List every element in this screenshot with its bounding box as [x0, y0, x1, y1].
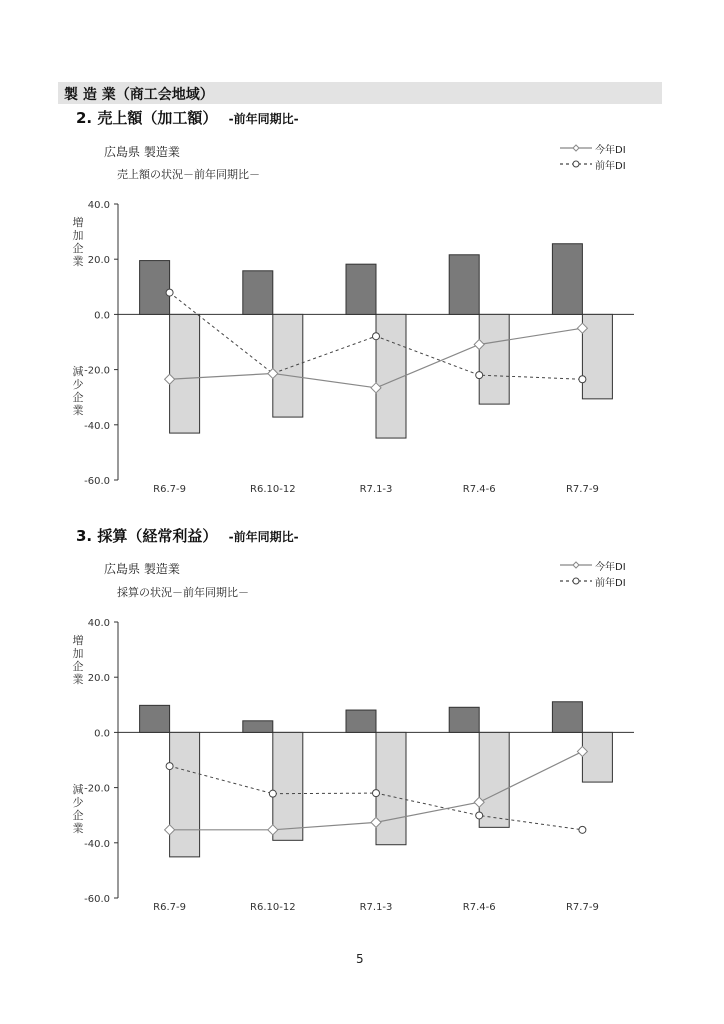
y-tick-label: -20.0 — [84, 783, 110, 795]
chart1-legend — [560, 140, 626, 172]
x-tick-label: R6.10-12 — [250, 484, 296, 495]
chart1-heading-title: 売上額（加工額） — [97, 109, 218, 127]
y-tick-label: 0.0 — [94, 310, 110, 322]
y-tick-label: 0.0 — [94, 728, 110, 740]
chart1-status-label: 売上額の状況－前年同期比－ — [117, 168, 260, 181]
chart1-heading-sub: -前年同期比- — [228, 112, 299, 126]
y-tick-label: 40.0 — [87, 200, 110, 211]
bar-increase — [346, 710, 376, 732]
chart2-heading-title: 採算（経常利益） — [97, 527, 218, 545]
chart2-legend-previous — [560, 573, 626, 589]
y-tick-label: -60.0 — [84, 476, 110, 487]
bar-decrease — [376, 314, 406, 438]
legend-previous-line-icon — [560, 159, 592, 169]
x-tick-label: R7.1-3 — [359, 902, 393, 913]
bar-increase — [140, 705, 170, 732]
point-previous-di — [269, 790, 276, 797]
chart1-heading — [76, 107, 299, 128]
y-label-increase: 加 — [72, 229, 84, 243]
x-tick-label: R7.4-6 — [462, 484, 496, 495]
bar-increase — [552, 244, 582, 315]
y-label-decrease: 企 — [72, 391, 84, 405]
y-tick-label: -60.0 — [84, 894, 110, 905]
legend-previous-line-icon — [560, 576, 592, 586]
y-label-increase: 企 — [72, 242, 84, 256]
y-label-increase: 増 — [72, 634, 84, 648]
y-tick-label: -40.0 — [84, 420, 110, 432]
y-label-increase: 業 — [72, 255, 84, 269]
section-band-title: 製 造 業（商工会地域） — [64, 87, 214, 103]
legend-current-label: 今年DI — [595, 144, 626, 156]
x-tick-label: R6.7-9 — [153, 484, 187, 495]
y-tick-label: 40.0 — [87, 618, 110, 629]
chart2-heading-num: 3. — [76, 527, 93, 545]
page-number: 5 — [356, 952, 364, 966]
y-label-decrease: 少 — [72, 378, 84, 392]
point-previous-di — [373, 790, 380, 797]
x-tick-label: R7.7-9 — [565, 484, 599, 495]
y-tick-label: -40.0 — [84, 838, 110, 850]
point-previous-di — [373, 333, 380, 340]
x-tick-label: R6.7-9 — [153, 902, 187, 913]
chart2-status-label: 採算の状況－前年同期比－ — [117, 586, 249, 599]
legend-previous-label: 前年DI — [595, 160, 626, 172]
y-label-increase: 加 — [72, 647, 84, 661]
bar-decrease — [582, 732, 612, 782]
bar-increase — [346, 264, 376, 314]
x-tick-label: R7.4-6 — [462, 902, 496, 913]
chart2-plot — [0, 608, 724, 918]
chart2-heading-sub: -前年同期比- — [228, 530, 299, 544]
y-label-decrease: 業 — [72, 404, 84, 418]
x-tick-label: R6.10-12 — [250, 902, 296, 913]
legend-current-line-icon — [560, 560, 592, 570]
x-tick-label: R7.1-3 — [359, 484, 393, 495]
y-label-decrease: 少 — [72, 796, 84, 810]
x-tick-label: R7.7-9 — [565, 902, 599, 913]
bar-decrease — [376, 732, 406, 844]
point-previous-di — [166, 289, 173, 296]
point-previous-di — [166, 763, 173, 770]
bar-decrease — [170, 732, 200, 856]
y-label-increase: 業 — [72, 673, 84, 687]
legend-previous-label: 前年DI — [595, 577, 626, 589]
y-label-increase: 増 — [72, 216, 84, 230]
y-label-decrease: 減 — [72, 783, 84, 797]
bar-increase — [243, 721, 273, 733]
section-band — [58, 82, 662, 104]
bar-decrease — [170, 314, 200, 433]
point-previous-di — [579, 376, 586, 383]
legend-current-line-icon — [560, 143, 592, 153]
point-previous-di — [579, 826, 586, 833]
y-tick-label: 20.0 — [87, 673, 110, 685]
y-label-decrease: 減 — [72, 365, 84, 379]
legend-current-label: 今年DI — [595, 561, 626, 573]
y-tick-label: -20.0 — [84, 365, 110, 377]
point-previous-di — [476, 812, 483, 819]
y-label-increase: 企 — [72, 660, 84, 674]
chart1-legend-previous — [560, 156, 626, 172]
bar-increase — [552, 702, 582, 733]
chart2-heading — [76, 525, 299, 546]
bar-increase — [449, 255, 479, 315]
chart2-legend-current — [560, 557, 626, 573]
bar-decrease — [479, 314, 509, 404]
bar-increase — [449, 707, 479, 732]
chart2-region: 広島県 製造業 — [104, 562, 180, 576]
bar-increase — [243, 271, 273, 315]
bar-decrease — [273, 314, 303, 417]
bar-increase — [140, 261, 170, 315]
bar-decrease — [273, 732, 303, 840]
y-tick-label: 20.0 — [87, 255, 110, 267]
chart1-heading-num: 2. — [76, 109, 93, 127]
y-label-decrease: 業 — [72, 822, 84, 836]
chart1-region: 広島県 製造業 — [104, 145, 180, 159]
y-label-decrease: 企 — [72, 809, 84, 823]
chart1-plot — [0, 190, 724, 500]
chart2-legend — [560, 557, 626, 589]
point-previous-di — [476, 372, 483, 379]
bar-decrease — [479, 732, 509, 827]
chart1-legend-current — [560, 140, 626, 156]
